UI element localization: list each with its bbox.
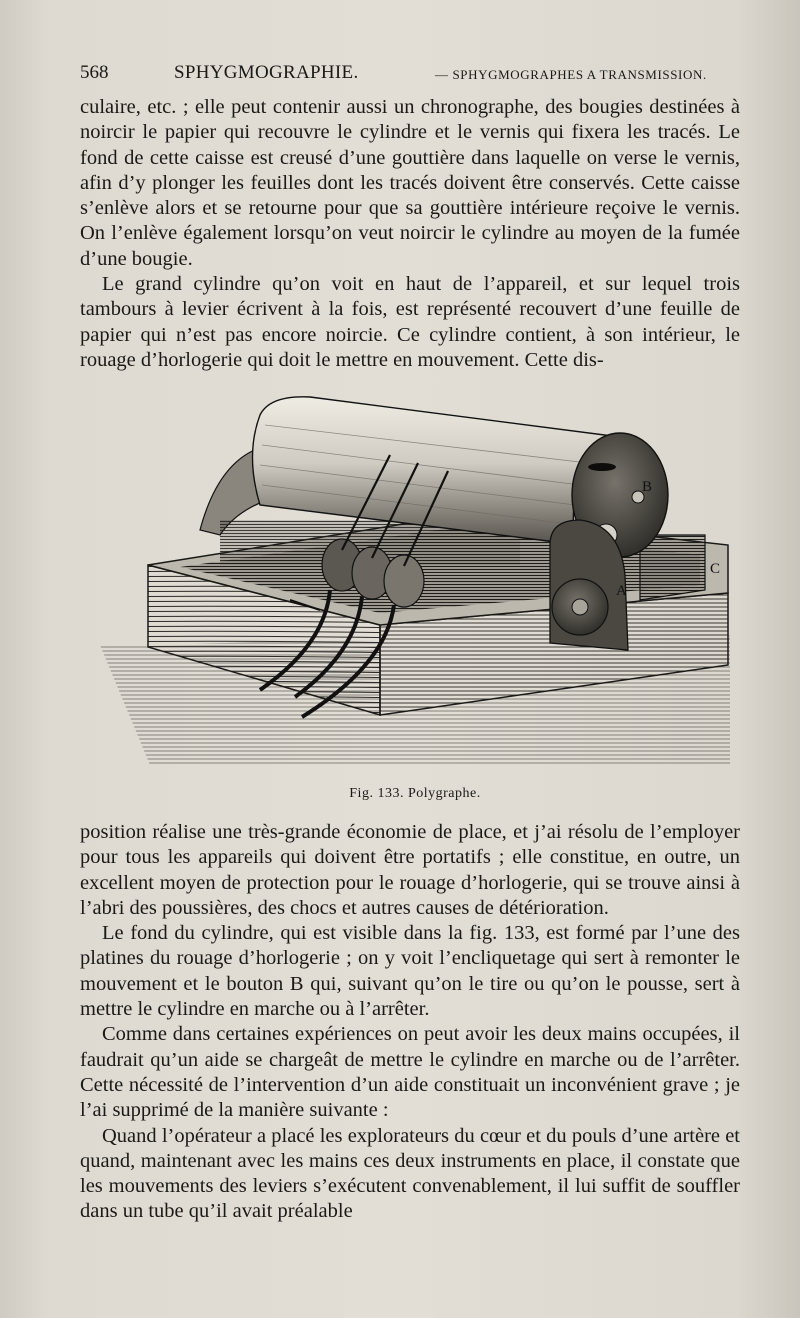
paragraph: Le grand cylindre qu’on voit en haut de l’appareil, et sur lequel trois tambours à levier écrivent à la fois, est représenté recouvert d’une feuille de papier qui n’est pas encore noircie. Ce cylindre contient, à son intérieur, le rouage d’horlogerie qui doit le mettre en mouvement. Cette dis- <box>80 273 740 371</box>
paragraph: Comme dans certaines expériences on peut avoir les deux mains occupées, il faudrait qu’un aide se chargeât de mettre le cylindre en marche ou de l’arrêter. Cette nécessité de l’intervention d’un aide constituait un inconvénient grave ; je l’ai supprimé de la manière suivante : <box>80 1023 740 1122</box>
paragraph: Quand l’opérateur a placé les explorateurs du cœur et du pouls d’une artère et quand, maintenant avec les mains ces deux instruments en place, il constate que les mouvements des leviers s’exécutent convenablement, il lui suffit de souffler dans un tube qu’il avait préalable <box>80 1124 740 1223</box>
paragraph: culaire, etc. ; elle peut contenir aussi un chronographe, des bougies destinées à noircir le papier qui recouvre le cylindre et le vernis qui fixera les tracés. Le fond de cette caisse est creusé d’une gouttière dans laquelle on verse le vernis, afin d’y plonger les feuilles dont les tracés doivent être conservés. Cette caisse s’enlève alors et se retourne pour que sa gouttière intérieure reçoive le vernis. On l’enlève également lorsqu’on veut noircir le cylindre au moyen de la fumée d’une bougie. <box>80 96 740 270</box>
text-block-top <box>80 95 740 373</box>
end-plate-slot <box>588 463 616 471</box>
label-a: A <box>616 583 627 599</box>
running-title: SPHYGMOGRAPHIE. <box>174 62 359 83</box>
compartment-c <box>640 535 705 600</box>
page-number: 568 <box>80 62 109 83</box>
running-subtitle: — SPHYGMOGRAPHES A TRANSMISSION. <box>435 67 707 82</box>
text-block-bottom <box>80 820 740 1225</box>
paragraph: position réalise une très-grande économie de place, et j’ai résolu de l’employer pour tous les appareils qui doivent être portatifs ; elle constitue, en outre, un excellent moyen de protection pour le rouage d’horlogerie, qui se trouve ainsi à l’abri des poussières, des chocs et autres causes de détérioration. <box>80 821 740 919</box>
polygraph-engraving <box>80 385 740 775</box>
label-c: C <box>710 561 721 577</box>
figure-caption: Fig. 133. Polygraphe. <box>349 786 481 801</box>
figure-polygraphe <box>80 385 740 801</box>
paragraph: Le fond du cylindre, qui est visible dans la fig. 133, est formé par l’une des platines du rouage d’horlogerie ; on y voit l’encliquetage qui sert à remonter le mouvement et le bouton B qui, suivant qu’on le tire ou qu’on le pousse, sert à mettre le cylindre en marche ou à l’arrêter. <box>80 922 740 1021</box>
running-header <box>80 62 740 90</box>
label-b: B <box>642 479 653 495</box>
winding-hub <box>572 599 588 615</box>
